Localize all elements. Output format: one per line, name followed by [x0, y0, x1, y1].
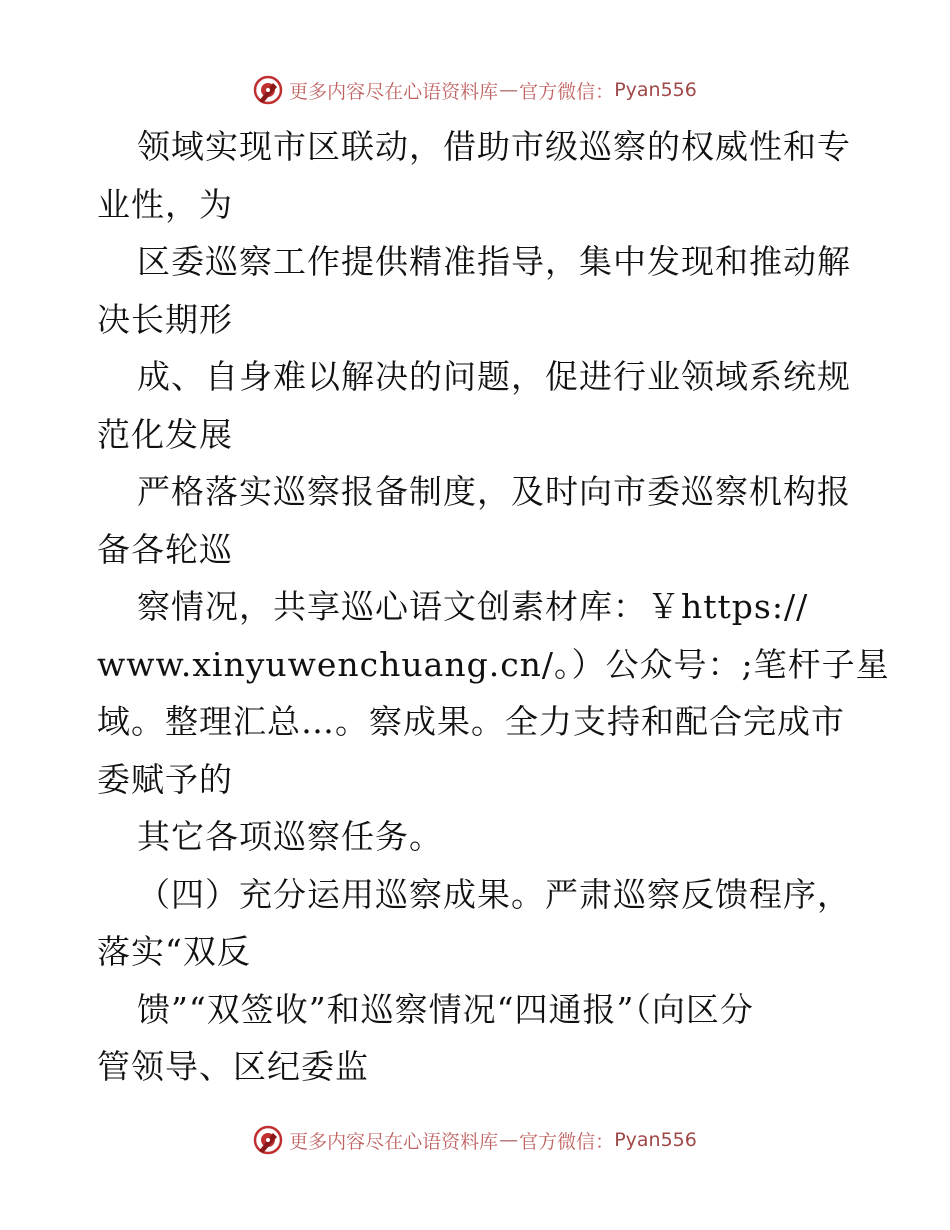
paragraph-line: www.xinyuwenchuang.cn/。）公众号：;笔杆子星: [97, 644, 890, 684]
paragraph-line: 馈”“双签收”和巡察情况“四通报”（向区分: [137, 989, 754, 1029]
paragraph-line: （四）充分运用巡察成果。严肃巡察反馈程序，: [137, 874, 851, 914]
paragraph-line: 域。整理汇总…。察成果。全力支持和配合完成市: [97, 702, 845, 741]
pen-nib-logo-icon: [253, 1125, 283, 1155]
banner-wechat-label: 官方微信：: [519, 1130, 615, 1153]
banner-wechat-id: Pyan556: [614, 79, 697, 101]
header-banner: [0, 70, 950, 110]
banner-text: 更多内容尽在心语资料库: [289, 80, 499, 103]
banner-wechat-label: 官方微信：: [519, 80, 615, 103]
banner-dash: —: [499, 1129, 519, 1151]
paragraph-line: 区委巡察工作提供精准指导，集中发现和推动解: [137, 242, 851, 281]
paragraph-line: 业性，为: [97, 184, 233, 224]
paragraph-line: 范化发展: [97, 414, 233, 454]
paragraph-line: 管领导、区纪委监: [97, 1047, 369, 1086]
paragraph-line: 成、自身难以解决的问题，促进行业领域系统规: [137, 357, 851, 396]
paragraph-line: 严格落实巡察报备制度，及时向市委巡察机构报: [137, 472, 851, 511]
paragraph-line: 决长期形: [97, 299, 233, 339]
paragraph-line: 其它各项巡察任务。: [137, 817, 443, 856]
footer-banner: [0, 1120, 950, 1160]
paragraph-line: 委赋予的: [97, 759, 233, 799]
paragraph-line: 落实“双反: [97, 932, 251, 971]
banner-text: 更多内容尽在心语资料库: [289, 1130, 499, 1153]
paragraph-line: 察情况，共享巡心语文创素材库：￥https://: [137, 587, 809, 626]
paragraph-line: 备各轮巡: [97, 529, 233, 569]
pen-nib-logo-icon: [253, 75, 283, 105]
banner-wechat-id: Pyan556: [614, 1129, 697, 1151]
paragraph-line: 领域实现市区联动，借助市级巡察的权威性和专: [137, 127, 851, 166]
banner-dash: —: [499, 79, 519, 101]
document-body: [97, 118, 890, 1096]
